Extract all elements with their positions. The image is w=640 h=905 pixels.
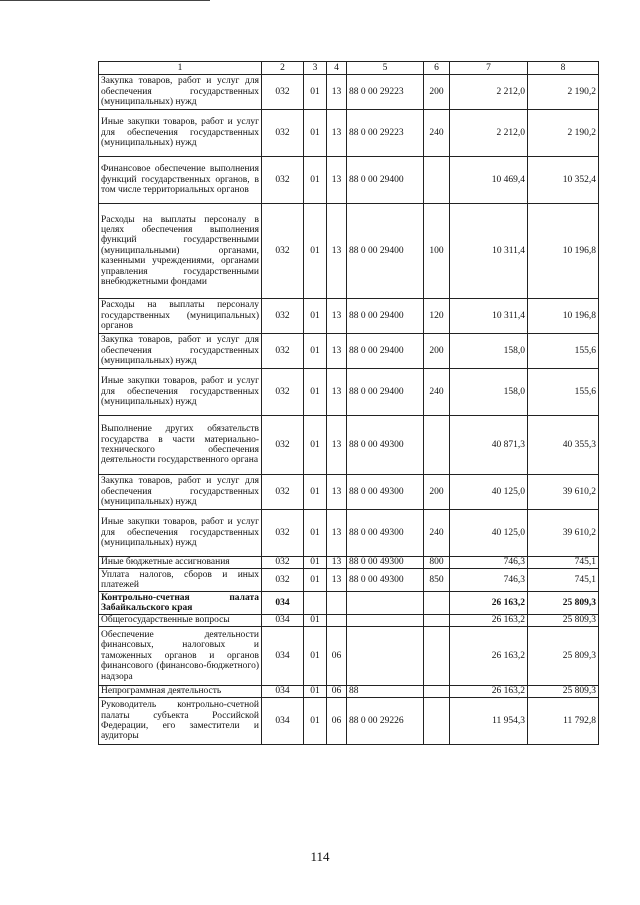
item-name-cell: Руководитель контрольно-счетной палаты субъекта Российской Федерации, его заместители и аудиторы — [99, 698, 262, 745]
header-cell: 6 — [424, 62, 450, 75]
target-article-cell — [347, 627, 424, 686]
table-row — [99, 569, 599, 592]
amount-year2-cell: 2 190,2 — [528, 75, 599, 110]
amount-year2-cell: 39 610,2 — [528, 510, 599, 557]
subsection-code-cell: 13 — [327, 569, 347, 592]
header-cell: 5 — [347, 62, 424, 75]
table-row — [99, 75, 599, 110]
subsection-code-cell: 13 — [327, 299, 347, 334]
table-row — [99, 592, 599, 615]
target-article-cell — [347, 615, 424, 627]
ministry-code-cell: 032 — [262, 569, 304, 592]
subsection-code-cell — [327, 592, 347, 615]
section-code-cell: 01 — [304, 569, 327, 592]
amount-year1-cell: 10 311,4 — [450, 299, 528, 334]
target-article-cell: 88 — [347, 686, 424, 698]
amount-year2-cell: 745,1 — [528, 557, 599, 569]
target-article-cell — [347, 592, 424, 615]
amount-year2-cell: 10 196,8 — [528, 299, 599, 334]
amount-year2-cell: 25 809,3 — [528, 627, 599, 686]
amount-year1-cell: 10 469,4 — [450, 157, 528, 204]
ministry-code-cell: 032 — [262, 510, 304, 557]
table-row — [99, 475, 599, 510]
section-code-cell: 01 — [304, 686, 327, 698]
subsection-code-cell: 13 — [327, 75, 347, 110]
amount-year1-cell: 26 163,2 — [450, 592, 528, 615]
amount-year2-cell: 25 809,3 — [528, 592, 599, 615]
ministry-code-cell: 032 — [262, 334, 304, 369]
expense-type-cell: 240 — [424, 510, 450, 557]
target-article-cell: 88 0 00 29400 — [347, 204, 424, 299]
amount-year1-cell: 26 163,2 — [450, 686, 528, 698]
expense-type-cell — [424, 615, 450, 627]
target-article-cell: 88 0 00 29226 — [347, 698, 424, 745]
target-article-cell: 88 0 00 49300 — [347, 416, 424, 475]
header-cell: 8 — [528, 62, 599, 75]
table-row — [99, 686, 599, 698]
target-article-cell: 88 0 00 29223 — [347, 75, 424, 110]
ministry-code-cell: 032 — [262, 475, 304, 510]
expense-type-cell — [424, 627, 450, 686]
amount-year1-cell: 2 212,0 — [450, 110, 528, 157]
table-row — [99, 416, 599, 475]
target-article-cell: 88 0 00 49300 — [347, 475, 424, 510]
item-name-cell: Расходы на выплаты персоналу государственных (муниципальных) органов — [99, 299, 262, 334]
item-name-cell: Финансовое обеспечение выполнения функций государственных органов, в том числе территориальных органов — [99, 157, 262, 204]
expense-type-cell: 800 — [424, 557, 450, 569]
amount-year1-cell: 26 163,2 — [450, 627, 528, 686]
amount-year1-cell: 40 125,0 — [450, 510, 528, 557]
ministry-code-cell: 032 — [262, 557, 304, 569]
table-row — [99, 615, 599, 627]
ministry-code-cell: 032 — [262, 299, 304, 334]
expense-type-cell — [424, 157, 450, 204]
target-article-cell: 88 0 00 29400 — [347, 334, 424, 369]
ministry-code-cell: 034 — [262, 698, 304, 745]
target-article-cell: 88 0 00 49300 — [347, 557, 424, 569]
amount-year2-cell: 10 352,4 — [528, 157, 599, 204]
amount-year1-cell: 158,0 — [450, 334, 528, 369]
section-code-cell: 01 — [304, 698, 327, 745]
table-row — [99, 157, 599, 204]
item-name-cell: Выполнение других обязательств государства в части материально-технического обеспечения деятельности государственного органа — [99, 416, 262, 475]
amount-year2-cell: 155,6 — [528, 334, 599, 369]
subsection-code-cell: 06 — [327, 698, 347, 745]
expense-type-cell — [424, 592, 450, 615]
amount-year2-cell: 40 355,3 — [528, 416, 599, 475]
ministry-code-cell: 034 — [262, 686, 304, 698]
table-row — [99, 557, 599, 569]
subsection-code-cell: 13 — [327, 204, 347, 299]
item-name-cell: Иные бюджетные ассигнования — [99, 557, 262, 569]
amount-year1-cell: 2 212,0 — [450, 75, 528, 110]
ministry-code-cell: 034 — [262, 592, 304, 615]
item-name-cell: Обеспечение деятельности финансовых, налоговых и таможенных органов и органов финансового (финансово-бюджетного) надзора — [99, 627, 262, 686]
amount-year2-cell: 10 196,8 — [528, 204, 599, 299]
expense-type-cell — [424, 686, 450, 698]
header-cell: 1 — [99, 62, 262, 75]
amount-year1-cell: 10 311,4 — [450, 204, 528, 299]
section-code-cell: 01 — [304, 75, 327, 110]
target-article-cell: 88 0 00 29400 — [347, 157, 424, 204]
section-code-cell: 01 — [304, 204, 327, 299]
table-row — [99, 369, 599, 416]
item-name-cell: Непрограммная деятельность — [99, 686, 262, 698]
ministry-code-cell: 032 — [262, 204, 304, 299]
ministry-code-cell: 032 — [262, 369, 304, 416]
amount-year1-cell: 11 954,3 — [450, 698, 528, 745]
section-code-cell: 01 — [304, 299, 327, 334]
expense-type-cell: 120 — [424, 299, 450, 334]
subsection-code-cell: 13 — [327, 369, 347, 416]
expense-type-cell: 240 — [424, 369, 450, 416]
subsection-code-cell: 13 — [327, 416, 347, 475]
subsection-code-cell — [327, 615, 347, 627]
header-cell: 7 — [450, 62, 528, 75]
subsection-code-cell: 13 — [327, 110, 347, 157]
section-code-cell — [304, 592, 327, 615]
ministry-code-cell: 034 — [262, 627, 304, 686]
section-code-cell: 01 — [304, 416, 327, 475]
item-name-cell: Закупка товаров, работ и услуг для обеспечения государственных (муниципальных) нужд — [99, 334, 262, 369]
top-edge-rule — [0, 0, 210, 1]
header-cell: 2 — [262, 62, 304, 75]
subsection-code-cell: 13 — [327, 510, 347, 557]
target-article-cell: 88 0 00 29400 — [347, 299, 424, 334]
subsection-code-cell: 06 — [327, 627, 347, 686]
section-code-cell: 01 — [304, 475, 327, 510]
amount-year2-cell: 11 792,8 — [528, 698, 599, 745]
subsection-code-cell: 13 — [327, 157, 347, 204]
amount-year1-cell: 40 125,0 — [450, 475, 528, 510]
expense-type-cell: 240 — [424, 110, 450, 157]
expense-type-cell: 100 — [424, 204, 450, 299]
table-row — [99, 110, 599, 157]
item-name-cell: Иные закупки товаров, работ и услуг для обеспечения государственных (муниципальных) нужд — [99, 369, 262, 416]
table-row — [99, 698, 599, 745]
page-number: 114 — [310, 849, 330, 864]
amount-year2-cell: 745,1 — [528, 569, 599, 592]
item-name-cell: Закупка товаров, работ и услуг для обеспечения государственных (муниципальных) нужд — [99, 475, 262, 510]
section-code-cell: 01 — [304, 369, 327, 416]
table-body — [99, 62, 599, 745]
amount-year1-cell: 40 871,3 — [450, 416, 528, 475]
table-row — [99, 204, 599, 299]
ministry-code-cell: 034 — [262, 615, 304, 627]
section-code-cell: 01 — [304, 110, 327, 157]
amount-year1-cell: 26 163,2 — [450, 615, 528, 627]
expense-type-cell — [424, 416, 450, 475]
section-code-cell: 01 — [304, 557, 327, 569]
item-name-cell: Уплата налогов, сборов и иных платежей — [99, 569, 262, 592]
item-name-cell: Контрольно-счетная палата Забайкальского края — [99, 592, 262, 615]
item-name-cell: Расходы на выплаты персоналу в целях обеспечения выполнения функций государственными (муниципальными) органами, казенными учреждениями, органами управления государственными внебюджетными фондами — [99, 204, 262, 299]
section-code-cell: 01 — [304, 510, 327, 557]
item-name-cell: Иные закупки товаров, работ и услуг для обеспечения государственных (муниципальных) нужд — [99, 510, 262, 557]
expense-type-cell: 200 — [424, 475, 450, 510]
ministry-code-cell: 032 — [262, 157, 304, 204]
header-cell: 4 — [327, 62, 347, 75]
ministry-code-cell: 032 — [262, 416, 304, 475]
table-row — [99, 510, 599, 557]
expense-type-cell — [424, 698, 450, 745]
target-article-cell: 88 0 00 29400 — [347, 369, 424, 416]
header-cell: 3 — [304, 62, 327, 75]
section-code-cell: 01 — [304, 615, 327, 627]
ministry-code-cell: 032 — [262, 110, 304, 157]
table-row — [99, 334, 599, 369]
amount-year1-cell: 158,0 — [450, 369, 528, 416]
amount-year1-cell: 746,3 — [450, 569, 528, 592]
target-article-cell: 88 0 00 49300 — [347, 569, 424, 592]
expense-type-cell: 850 — [424, 569, 450, 592]
amount-year2-cell: 155,6 — [528, 369, 599, 416]
amount-year2-cell: 25 809,3 — [528, 615, 599, 627]
subsection-code-cell: 13 — [327, 334, 347, 369]
expense-type-cell: 200 — [424, 334, 450, 369]
item-name-cell: Общегосударственные вопросы — [99, 615, 262, 627]
amount-year2-cell: 39 610,2 — [528, 475, 599, 510]
target-article-cell: 88 0 00 49300 — [347, 510, 424, 557]
budget-table — [98, 61, 599, 745]
subsection-code-cell: 13 — [327, 557, 347, 569]
item-name-cell: Иные закупки товаров, работ и услуг для обеспечения государственных (муниципальных) нужд — [99, 110, 262, 157]
subsection-code-cell: 06 — [327, 686, 347, 698]
item-name-cell: Закупка товаров, работ и услуг для обеспечения государственных (муниципальных) нужд — [99, 75, 262, 110]
section-code-cell: 01 — [304, 334, 327, 369]
expense-type-cell: 200 — [424, 75, 450, 110]
ministry-code-cell: 032 — [262, 75, 304, 110]
amount-year1-cell: 746,3 — [450, 557, 528, 569]
section-code-cell: 01 — [304, 157, 327, 204]
header-row — [99, 62, 599, 75]
subsection-code-cell: 13 — [327, 475, 347, 510]
amount-year2-cell: 2 190,2 — [528, 110, 599, 157]
target-article-cell: 88 0 00 29223 — [347, 110, 424, 157]
table-row — [99, 627, 599, 686]
amount-year2-cell: 25 809,3 — [528, 686, 599, 698]
section-code-cell: 01 — [304, 627, 327, 686]
table-row — [99, 299, 599, 334]
